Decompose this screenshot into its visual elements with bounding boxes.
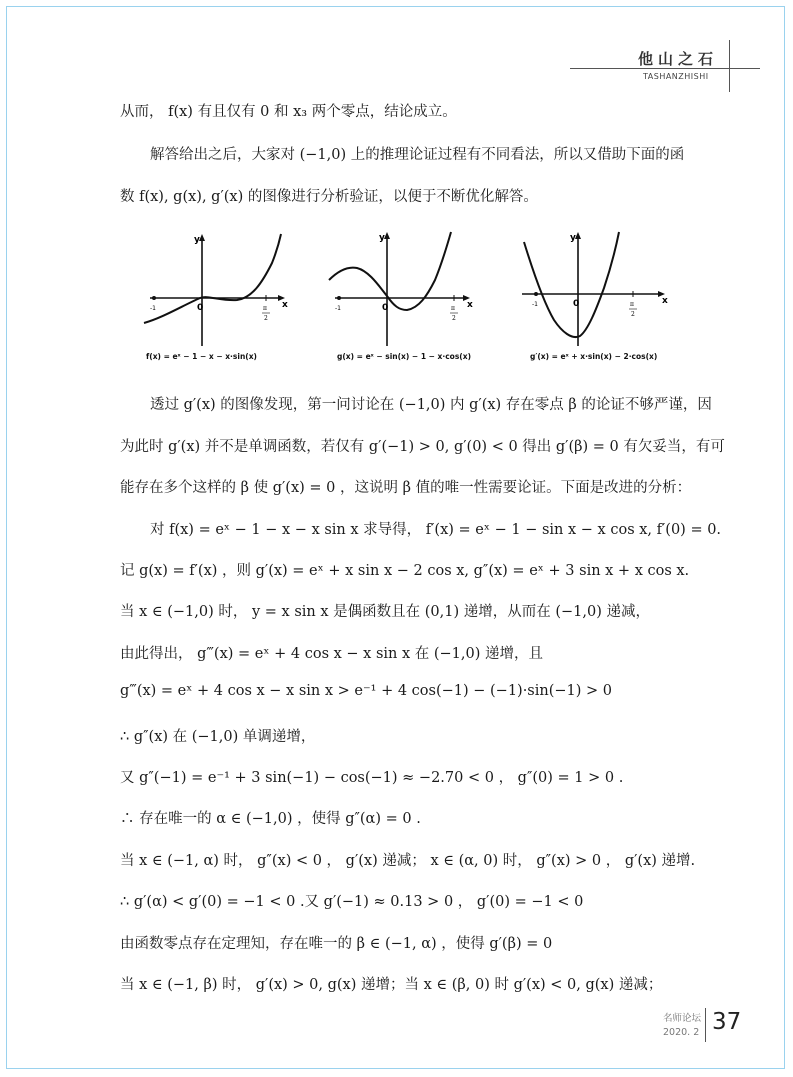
- column-title: 他山之石: [638, 50, 719, 68]
- paragraph-line: 记 g(x) = f′(x) ，则 g′(x) = eˣ + x sin x − 2 cos x, g″(x) = eˣ + 3 sin x + x cos x.: [120, 563, 690, 579]
- paragraph-line: 又 g″(−1) = e⁻¹ + 3 sin(−1) − cos(−1) ≈ −2.70 < 0 ， g″(0) = 1 > 0 .: [120, 770, 624, 786]
- page-number: 37: [712, 1009, 742, 1035]
- paragraph-line: 由此得出， g‴(x) = eˣ + 4 cos x − x sin x 在 (−1,0) 递增，且: [120, 646, 544, 662]
- paragraph-line: 为此时 g′(x) 并不是单调函数，若仅有 g′(−1) > 0, g′(0) < 0 得出 g′(β) = 0 有欠妥当，有可: [120, 439, 725, 455]
- y-axis-label: y: [194, 235, 200, 245]
- graph-g-svg: [327, 228, 477, 350]
- paragraph-line: ∴ g″(x) 在 (−1,0) 单调递增，: [120, 729, 316, 745]
- x-axis-label: x: [662, 296, 668, 306]
- header-divider: [729, 40, 730, 92]
- footer-divider: [705, 1008, 706, 1042]
- y-axis-label: y: [379, 233, 385, 243]
- paragraph-line: 透过 g′(x) 的图像发现，第一问讨论在 (−1,0) 内 g′(x) 存在零点 β 的论证不够严谨，因: [150, 397, 712, 413]
- tick-label-neg-one: -1: [532, 301, 538, 308]
- journal-name: 名师论坛: [663, 1013, 702, 1024]
- graph-g: [327, 228, 477, 361]
- origin-label: 0: [573, 299, 580, 309]
- graph-g-prime: [522, 228, 672, 361]
- tick-label-two: 2: [631, 311, 635, 318]
- graph-caption: g(x) = eˣ − sin(x) − 1 − x·cos(x): [337, 352, 471, 361]
- graph-f-svg: [142, 228, 292, 350]
- tick-label-neg-one: -1: [150, 305, 156, 312]
- origin-label: 0: [197, 303, 204, 313]
- graph-caption: g′(x) = eˣ + x·sin(x) − 2·cos(x): [530, 352, 658, 361]
- paragraph-line: 从而， f(x) 有且仅有 0 和 x₃ 两个零点，结论成立。: [120, 104, 457, 120]
- tick-label-pi: π: [630, 301, 634, 308]
- paragraph-line: 当 x ∈ (−1, α) 时， g″(x) < 0 ， g′(x) 递减； x ∈ (α, 0) 时， g″(x) > 0 ， g′(x) 递增.: [120, 853, 696, 869]
- paragraph-line: 由函数零点存在定理知，存在唯一的 β ∈ (−1, α) ，使得 g′(β) = 0: [120, 936, 553, 952]
- column-subtitle: TASHANZHISHI: [643, 72, 709, 81]
- paragraph-line: g‴(x) = eˣ + 4 cos x − x sin x > e⁻¹ + 4 cos(−1) − (−1)·sin(−1) > 0: [120, 683, 613, 699]
- graph-g-prime-svg: [522, 228, 672, 350]
- paragraph-line: 解答给出之后，大家对 (−1,0) 上的推理论证过程有不同看法，所以又借助下面的函: [150, 147, 685, 163]
- x-axis-label: x: [467, 300, 473, 310]
- tick-label-two: 2: [264, 315, 268, 322]
- paragraph-line: 能存在多个这样的 β 使 g′(x) = 0 ，这说明 β 值的唯一性需要论证。下面是改进的分析：: [120, 480, 692, 496]
- x-axis-label: x: [282, 300, 288, 310]
- paragraph-line: 数 f(x), g(x), g′(x) 的图像进行分析验证，以便于不断优化解答。: [120, 189, 538, 205]
- paragraph-line: ∴ g′(α) < g′(0) = −1 < 0 .又 g′(−1) ≈ 0.13 > 0 ， g′(0) = −1 < 0: [120, 894, 584, 910]
- tick-label-neg-one: -1: [335, 305, 341, 312]
- tick-label-pi: π: [263, 305, 267, 312]
- tick-label-two: 2: [452, 315, 456, 322]
- issue-date: 2020. 2: [663, 1027, 700, 1038]
- paragraph-line: 对 f(x) = eˣ − 1 − x − x sin x 求导得， f′(x) = eˣ − 1 − sin x − x cos x, f′(0) = 0.: [150, 522, 722, 538]
- graph-caption: f(x) = eˣ − 1 − x − x·sin(x): [146, 352, 257, 361]
- paragraph-line: ∴ 存在唯一的 α ∈ (−1,0) ，使得 g″(α) = 0 .: [120, 811, 421, 827]
- header-rule: [570, 68, 760, 69]
- function-graphs: [142, 228, 668, 363]
- origin-label: 0: [382, 303, 389, 313]
- tick-label-pi: π: [451, 305, 455, 312]
- paragraph-line: 当 x ∈ (−1,0) 时， y = x sin x 是偶函数且在 (0,1) 递增，从而在 (−1,0) 递减，: [120, 604, 650, 620]
- graph-f: [142, 228, 292, 361]
- y-axis-label: y: [570, 233, 576, 243]
- paragraph-line: 当 x ∈ (−1, β) 时， g′(x) > 0, g(x) 递增；当 x ∈ (β, 0) 时 g′(x) < 0, g(x) 递减；: [120, 977, 663, 993]
